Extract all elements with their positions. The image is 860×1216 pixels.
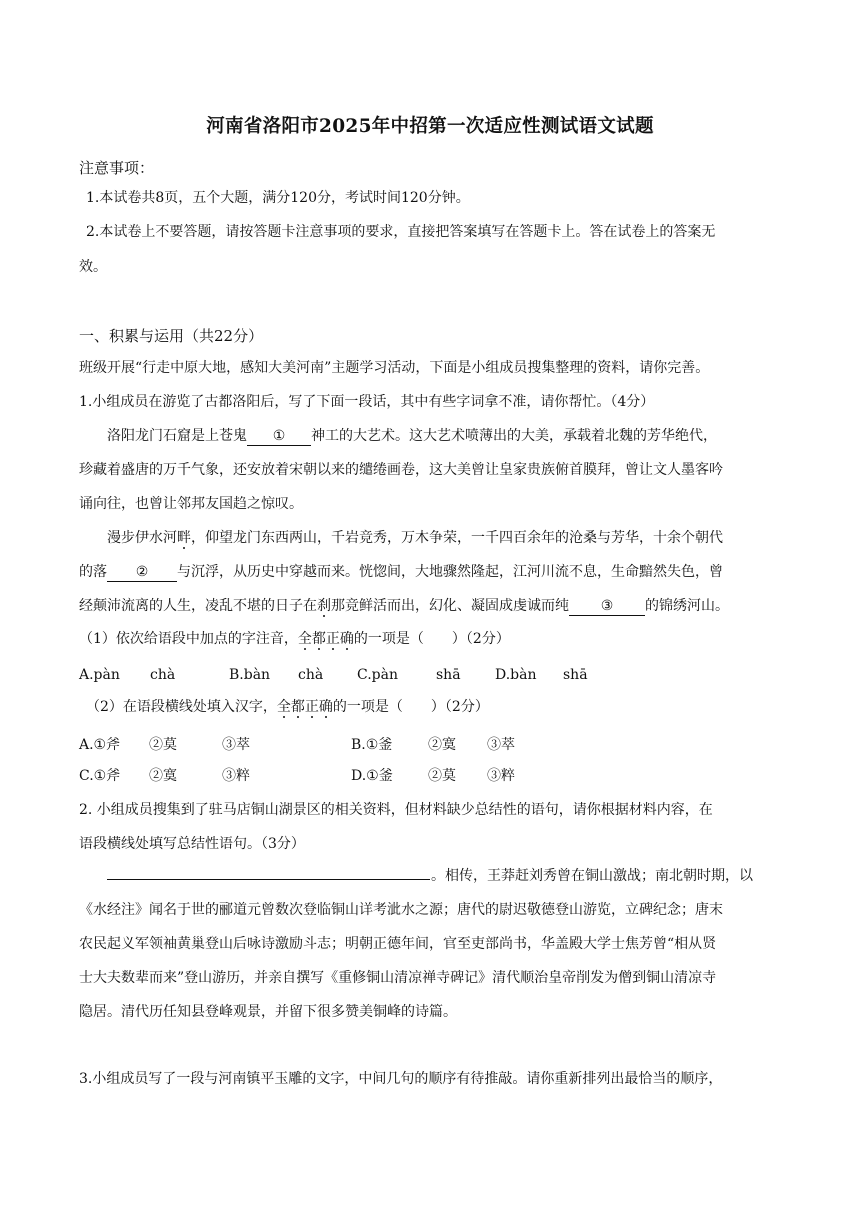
option-b-1: B.①釜 <box>351 737 393 753</box>
option-d-2: ②莫 <box>428 768 456 784</box>
text-run: ，仰望龙门东西两山，千岩竞秀，万木争荣，一千四百余年的沧桑与芳华，十余个朝代 <box>191 530 723 546</box>
option-c-2: ②寞 <box>149 768 177 784</box>
text-run: 的一项是（ ）（2分） <box>332 699 489 715</box>
dotted-char: 确 <box>339 631 354 647</box>
option-c-1: C.①斧 <box>79 768 121 784</box>
q1-sub-question-2 <box>86 697 489 717</box>
q1-sub1-options <box>79 665 779 685</box>
text-run: 的落 <box>79 564 107 580</box>
answer-blank-1: ① <box>247 428 311 446</box>
notice-item-2: 2.本试卷上不要答题，请按答题卡注意事项的要求，直接把答案填写在答题卡上。答在试卷上的答案无 <box>86 224 716 240</box>
option-c-2: shā <box>436 667 461 683</box>
option-c-3: ③粹 <box>222 768 250 784</box>
q2-paragraph-line-2: 《水经注》闻名于世的郦道元曾数次登临铜山详考泚水之源；唐代的尉迟敬德登山游览，立碑纪念；唐末 <box>79 902 723 918</box>
q1-paragraph-1-line-1 <box>107 426 717 446</box>
q2-stem: 2. 小组成员搜集到了驻马店铜山湖景区的相关资料，但材料缺少总结性的语句，请你根据材料内容，在 <box>79 802 713 818</box>
page-title: 河南省洛阳市2025年中招第一次适应性测试语文试题 <box>206 116 654 137</box>
q3-stem: 3.小组成员写了一段与河南镇平玉雕的文字，中间几句的顺序有待推敲。请你重新排列出最恰当的顺序， <box>79 1071 723 1087</box>
notice-item-1: 1.本试卷共8页，五个大题，满分120分，考试时间120分钟。 <box>86 190 470 206</box>
text-run: （2）在语段横线处填入汉字， <box>86 699 277 715</box>
answer-blank-summary <box>107 879 430 880</box>
option-d-1: D.①釜 <box>351 768 393 784</box>
dotted-char: 全 <box>297 631 312 647</box>
dotted-char: 都 <box>290 699 305 715</box>
option-b-2: chà <box>298 667 324 683</box>
q2-paragraph-line-4: 士大夫数辈而来”登山游历，并亲自撰写《重修铜山清凉禅寺碑记》清代顺治皇帝削发为僧到铜山清凉寺 <box>79 970 717 986</box>
answer-blank-2: ② <box>107 564 177 582</box>
dotted-char: 确 <box>318 699 333 715</box>
notice-heading: 注意事项： <box>79 159 155 177</box>
q1-sub2-options-row-1 <box>79 735 779 755</box>
text-run: 那竞鲜活而出，幻化、凝固成虔诚而纯 <box>331 598 569 614</box>
emphasis-text <box>277 699 333 715</box>
q1-sub2-options-row-2 <box>79 766 779 786</box>
q1-sub-question-1 <box>79 629 510 649</box>
dotted-char: 全 <box>276 699 291 715</box>
option-b-2: ②寞 <box>428 737 456 753</box>
q2-paragraph-line-5: 隐居。清代历任知县登峰观景，并留下很多赞美铜峰的诗篇。 <box>79 1004 457 1020</box>
option-a-2: ②莫 <box>149 737 177 753</box>
section-intro: 班级开展“行走中原大地，感知大美河南”主题学习活动，下面是小组成员搜集整理的资料，请你完善。 <box>79 360 710 376</box>
q1-paragraph-1-line-2: 珍藏着盛唐的万千气象，还安放着宋朝以来的缱绻画卷，这大美曾让皇家贵族俯首膜拜，曾让文人墨客吟 <box>79 462 723 478</box>
q1-paragraph-2-line-1 <box>107 528 723 548</box>
text-run: 漫步伊水河 <box>107 530 177 546</box>
dotted-char: 正 <box>325 631 340 647</box>
dotted-char: 正 <box>304 699 319 715</box>
text-run: 神工的大艺术。这大艺术喷薄出的大美，承载着北魏的芳华绝代， <box>311 428 717 444</box>
text-run: 与沉浮，从历史中穿越而来。恍惚间，大地骤然隆起，江河川流不息，生命黯然失色，曾 <box>177 564 723 580</box>
text-run: 。相传，王莽赶刘秀曾在铜山激战；南北朝时期，以 <box>431 868 753 884</box>
option-d-3: ③粹 <box>487 768 515 784</box>
option-b-1: B.bàn <box>229 667 271 683</box>
dotted-char: 畔 <box>177 530 191 546</box>
dotted-char: 都 <box>311 631 326 647</box>
text-run: 的一项是（ ）（2分） <box>353 631 510 647</box>
q2-paragraph-line-3: 农民起义军领袖黄巢登山后咏诗激励斗志；明朝正德年间，官至吏部尚书，华盖殿大学士焦芳曾“相从贤 <box>79 936 717 952</box>
q1-stem: 1.小组成员在游览了古都洛阳后，写了下面一段话，其中有些字词拿不准，请你帮忙。（4分） <box>79 394 655 410</box>
text-run: 洛阳龙门石窟是上苍鬼 <box>107 428 247 444</box>
option-a-3: ③萃 <box>222 737 250 753</box>
option-b-3: ③萃 <box>487 737 515 753</box>
option-a-1: A.pàn <box>79 667 120 683</box>
emphasis-text <box>298 631 354 647</box>
answer-blank-3: ③ <box>569 598 645 616</box>
text-run: 的锦绣河山。 <box>645 598 729 614</box>
q2-stem-cont: 语段横线处填写总结性语句。（3分） <box>79 836 305 852</box>
q1-paragraph-2-line-2 <box>79 562 723 582</box>
option-d-2: shā <box>563 667 588 683</box>
option-c-1: C.pàn <box>357 667 398 683</box>
notice-item-2-cont: 效。 <box>79 259 107 275</box>
text-run: 经颠沛流离的人生，凌乱不堪的日子在 <box>79 598 317 614</box>
q1-paragraph-2-line-3 <box>79 596 729 616</box>
q1-paragraph-1-line-3: 诵向往，也曾让邻邦友国趋之惊叹。 <box>79 496 303 512</box>
option-a-1: A.①斧 <box>79 737 121 753</box>
q2-paragraph-line-1 <box>107 866 753 886</box>
option-a-2: chà <box>150 667 176 683</box>
option-d-1: D.bàn <box>495 667 537 683</box>
section-heading: 一、积累与运用（共22分） <box>79 327 264 345</box>
dotted-char: 刹 <box>317 598 331 614</box>
text-run: （1）依次给语段中加点的字注音， <box>79 631 298 647</box>
